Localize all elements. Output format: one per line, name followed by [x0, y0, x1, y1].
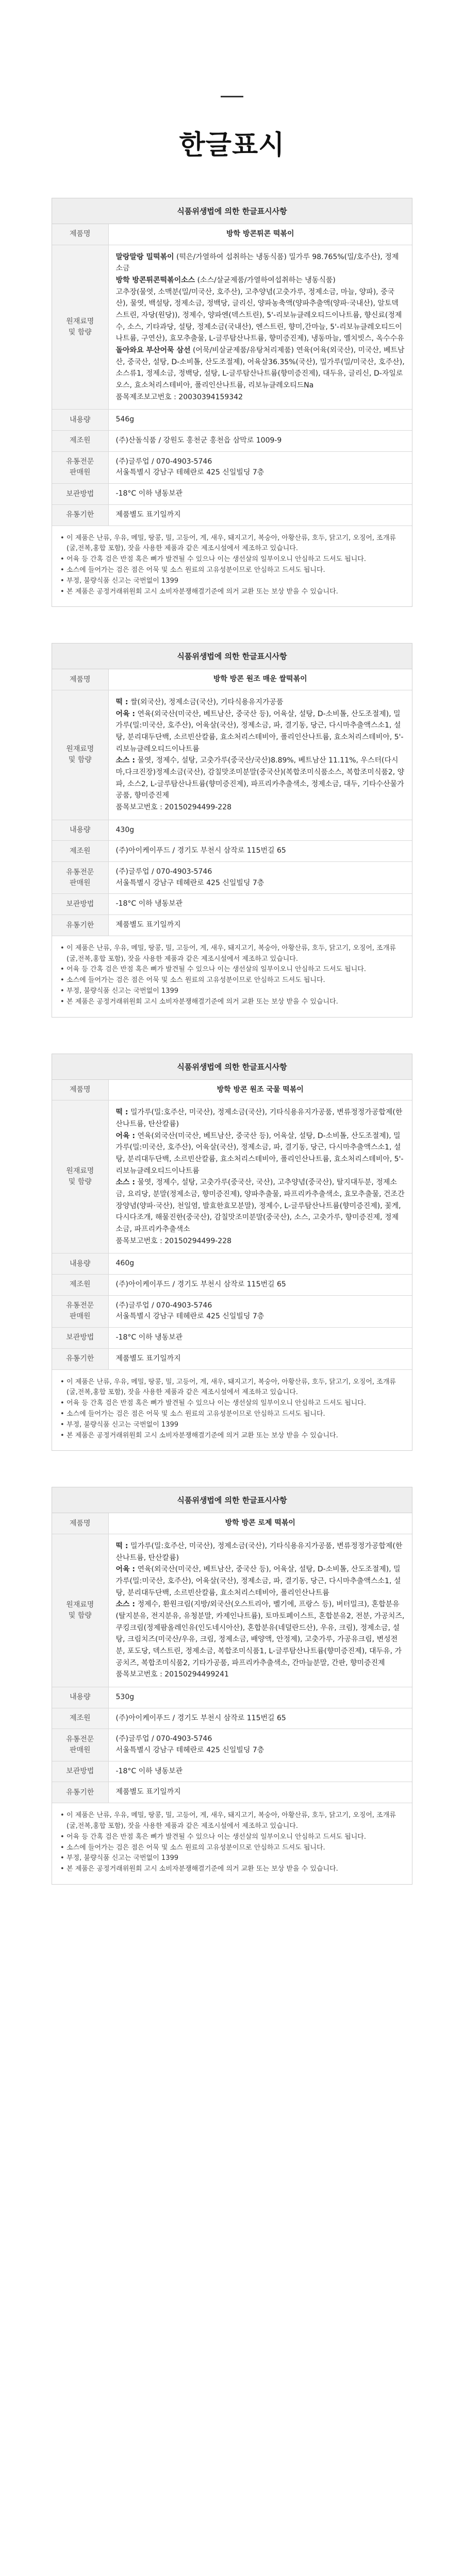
ingredient-paragraph: [116, 1107, 405, 1130]
ingredient-heading: 떡 :: [115, 1108, 128, 1117]
shelf-life-value: 제품별도 표기일까지: [108, 1348, 412, 1369]
note-item: • 소스에 들어가는 검은 점은 어묵 및 소스 원료의 고유성분이므로 안심하고 드셔도 됩니다.: [60, 1409, 404, 1420]
note-item: • 어육 등 간혹 검은 반점 혹은 뼈가 발견될 수 있으나 이는 생선살의 일부이오니 안심하고 드셔도 됩니다.: [60, 554, 404, 565]
label-volume: 내용량: [52, 1253, 108, 1275]
volume-value: 530g: [108, 1687, 412, 1708]
label-distributor: 유통전문 판매원: [52, 862, 108, 894]
note-item: • 어육 등 간혹 검은 반점 혹은 뼈가 발견될 수 있으나 이는 생선살의 일부이오니 안심하고 드셔도 됩니다.: [60, 1398, 404, 1409]
distributor-value: (주)글루업 / 070-4903-5746 서울특별시 강남구 테헤란로 425 신일빌딩 7층: [108, 1729, 412, 1761]
ingredient-text: (소스/살균제품/가열하여섭취하는 냉동식품): [197, 276, 336, 285]
shelf-life-value: 제품별도 표기일까지: [108, 915, 412, 936]
label-sections: [52, 198, 412, 1885]
row-manufacturer: [52, 841, 412, 862]
product-name-value: 방학 방콘튀콘 떡볶이: [108, 224, 412, 245]
row-shelf-life: [52, 1348, 412, 1369]
label-shelf-life: 유통기한: [52, 915, 108, 936]
notes-list: [52, 1370, 412, 1451]
ingredient-heading: 소스 :: [115, 1600, 136, 1609]
row-distributor: [52, 1295, 412, 1327]
label-distributor: 유통전문 판매원: [52, 1729, 108, 1761]
ingredient-paragraph: [116, 1669, 405, 1681]
manufacturer-value: (주)아이케이푸드 / 경기도 부천시 삼작로 115번길 65: [108, 841, 412, 862]
section-header: 식품위생법에 의한 한글표시사항: [52, 1487, 412, 1513]
label-shelf-life: 유통기한: [52, 1782, 108, 1803]
label-table: [52, 1513, 412, 1803]
label-storage: 보관방법: [52, 1328, 108, 1349]
distributor-value: (주)글루업 / 070-4903-5746 서울특별시 강남구 테헤란로 425 신일빌딩 7층: [108, 451, 412, 483]
label-section: [52, 643, 412, 1017]
ingredient-paragraph: [116, 1177, 405, 1235]
note-item: • 본 제품은 공정거래위원회 고시 소비자분쟁해결기준에 의거 교환 또는 보상 받을 수 있습니다.: [60, 587, 404, 598]
ingredient-heading: 소스 :: [115, 1178, 136, 1187]
label-table: [52, 1080, 412, 1370]
label-manufacturer: 제조원: [52, 841, 108, 862]
ingredient-text: (어묵/비살균제품/유탕처리제품) 연육(어육(외국산), 미국산, 베트남산, 중국산, 설탕, D-소비톨, 산도조절제), 어육살36.35%(국산), 밀가루(밀/미국산, 호주산), 소스류1, 정제소금, 정백당, 설탕, L-글루탐산나트륨(향미증진제), 대두유, 글리신, D-자일로오스, 효소처리스테비아, 폴리인산나트륨, 리보뉴클레오티드Na: [115, 346, 405, 390]
label-product-name: 제품명: [52, 1080, 108, 1100]
row-manufacturer: [52, 431, 412, 452]
note-item: • 이 제품은 난류, 우유, 메밀, 땅콩, 밀, 고등어, 게, 새우, 돼지고기, 복숭아, 아황산류, 호두, 닭고기, 오징어, 조개류 (굴,전복,홍합 포함), 잣을 사용한 제품과 같은 제조시설에서 제조하고 있습니다.: [60, 943, 404, 965]
ingredient-paragraph: [116, 275, 405, 286]
volume-value: 460g: [108, 1253, 412, 1275]
section-header: 식품위생법에 의한 한글표시사항: [52, 643, 412, 669]
page: [0, 96, 464, 1885]
label-ingredients: 원재료명 및 함량: [52, 1100, 108, 1253]
label-shelf-life: 유통기한: [52, 1348, 108, 1369]
note-item: • 부정, 불량식품 신고는 국번없이 1399: [60, 986, 404, 997]
ingredients-value: [108, 1100, 412, 1253]
notes-list: [52, 936, 412, 1017]
ingredient-text: 물엿, 정제수, 설탕, 고춧가루(중국산/국산)8.89%, 베트남산 11.11%, 우스터(다시마,다크진장)정제소금(국산), 감칠맛조미분말(중국산)(복합조미식품소스, 복합조미식품2, 양파, 소스2, L-글루탐산나트륨(향미증진제), 파프리카추출색소, 정제소금, 대두, 기타수산물가공품, 향미증진제: [115, 756, 405, 800]
ingredient-text: 연육(외국산(미국산, 베트남산, 중국산 등), 어육살, 설탕, D-소비톨, 산도조절제), 밀가루(밀:미국산, 호주산), 어육살(국산), 정제소금, 파, 결기동, 당근, 다시마추출액스소1, 설탕, 분리대두단백, 소르빈산칼륨, 효소처리스테비아, 폴리인산나트륨: [115, 1565, 401, 1597]
note-item: • 부정, 불량식품 신고는 국번없이 1399: [60, 576, 404, 587]
manufacturer-value: (주)아이케이푸드 / 경기도 부천시 삼작로 115번길 65: [108, 1275, 412, 1296]
row-product-name: [52, 1513, 412, 1534]
ingredient-text: 품목보고번호 : 20150294499-228: [115, 803, 232, 812]
ingredient-paragraph: [116, 802, 405, 814]
storage-value: -18°C 이하 냉동보관: [108, 484, 412, 505]
label-manufacturer: 제조원: [52, 431, 108, 452]
notes-list: [52, 526, 412, 607]
section-header: 식품위생법에 의한 한글표시사항: [52, 1054, 412, 1080]
note-item: • 이 제품은 난류, 우유, 메밀, 땅콩, 밀, 고등어, 게, 새우, 돼지고기, 복숭아, 아황산류, 호두, 닭고기, 오징어, 조개류 (굴,전복,홍합 포함), 잣을 사용한 제품과 같은 제조시설에서 제조하고 있습니다.: [60, 533, 404, 555]
label-distributor: 유통전문 판매원: [52, 451, 108, 483]
row-ingredients: [52, 1534, 412, 1687]
ingredient-text: 밀가루(밀:호주산, 미국산), 정제소금(국산), 기타식용유지가공품, 변류정정가공합제(한산나트륨, 탄산칼륨): [115, 1541, 403, 1562]
product-name-value: 방학 방콘 원조 매운 쌀떡볶이: [108, 669, 412, 690]
label-storage: 보관방법: [52, 1761, 108, 1782]
title-rule: [221, 96, 243, 97]
ingredient-heading: 떡 :: [115, 698, 128, 707]
ingredient-paragraph: [116, 708, 405, 755]
note-item: • 부정, 불량식품 신고는 국번없이 1399: [60, 1853, 404, 1864]
ingredient-paragraph: [116, 697, 405, 708]
ingredient-paragraph: [116, 1564, 405, 1599]
note-item: • 이 제품은 난류, 우유, 메밀, 땅콩, 밀, 고등어, 게, 새우, 돼지고기, 복숭아, 아황산류, 호두, 닭고기, 오징어, 조개류 (굴,전복,홍합 포함), 잣을 사용한 제품과 같은 제조시설에서 제조하고 있습니다.: [60, 1377, 404, 1399]
ingredient-heading: 돌아와요 부산어묵 삼선: [115, 346, 191, 355]
ingredient-heading: 떡 :: [115, 1541, 128, 1550]
row-product-name: [52, 669, 412, 690]
label-ingredients: 원재료명 및 함량: [52, 1534, 108, 1687]
label-table: [52, 224, 412, 526]
label-ingredients: 원재료명 및 함량: [52, 245, 108, 410]
ingredient-paragraph: [116, 286, 405, 345]
ingredient-text: 연육(외국산(미국산, 베트남산, 중국산 등), 어육살, 설탕, D-소비톨, 산도조절제), 밀가루(밀:미국산, 호주산), 어육살(국산), 정제소금, 파, 결기동, 당근, 다시마추출액스소1, 설탕, 분리대두단백, 소르빈산칼륨, 효소처리스테비아, 폴리인산나트륨, 효소처리스테비아, 5'-리보뉴클레오티드이나트륨: [115, 1131, 404, 1175]
note-item: • 본 제품은 공정거래위원회 고시 소비자분쟁해결기준에 의거 교환 또는 보상 받을 수 있습니다.: [60, 997, 404, 1008]
label-volume: 내용량: [52, 820, 108, 841]
row-product-name: [52, 1080, 412, 1100]
storage-value: -18°C 이하 냉동보관: [108, 1328, 412, 1349]
ingredients-value: [108, 245, 412, 410]
row-distributor: [52, 451, 412, 483]
note-item: • 소스에 들어가는 검은 점은 어묵 및 소스 원료의 고유성분이므로 안심하고 드셔도 됩니다.: [60, 565, 404, 576]
row-storage: [52, 484, 412, 505]
row-ingredients: [52, 690, 412, 820]
volume-value: 430g: [108, 820, 412, 841]
row-distributor: [52, 862, 412, 894]
row-storage: [52, 894, 412, 915]
label-shelf-life: 유통기한: [52, 504, 108, 526]
row-distributor: [52, 1729, 412, 1761]
ingredient-text: 정제수, 환원크림(지방/외국산(오스트리아, 벨기에, 프랑스 등), 버터밀크), 혼합분유(탈지분유, 전지분유, 유청분말, 카제인나트륨), 토마토페이스트, 혼합분유2, 전분, 가공치즈, 쿠킹크림(정제팜올레인유(인도네시아산), 혼합분유(네덜란드산), 우유, 크림), 정제소금, 설탕, 크림치즈(미국산/우유, 크림, 정제소금, 배양액, 안정제), 고춧가루, 가공유크림, 변성전분, 포도당, 덱스트린, 정제소금, 복합조미식품1, L-글루탐산나트륨(향미증진제), 대두유, 가공치즈, 복합조미식품2, 기타가공품, 파프리카추출색소, 간마늘분말, 간판, 향미증진제: [115, 1600, 405, 1667]
page-title: 한글표시: [179, 130, 285, 161]
ingredient-text: 물엿, 정제수, 설탕, 고춧가루(중국산, 국산), 고추양념(중국산), 탈지대두분, 정제소금, 요리당, 분말(정제소금, 향미증진제), 양파추출물, 파프리카추출색소, 효모추출물, 건조간장양념(양파·국산), 천일염, 발효한효모분말), 정제수, L-글루탐산나트륨(향미증진제), 꽃게, 다시다조개, 해물진한(중국산), 감칠맛조미분말(중국산), 소스, 고춧가루, 향미증진제, 정제소금, 파프리카추출색소: [115, 1178, 405, 1234]
label-product-name: 제품명: [52, 1513, 108, 1534]
label-product-name: 제품명: [52, 224, 108, 245]
row-product-name: [52, 224, 412, 245]
note-item: • 본 제품은 공정거래위원회 고시 소비자분쟁해결기준에 의거 교환 또는 보상 받을 수 있습니다.: [60, 1431, 404, 1442]
note-item: • 어육 등 간혹 검은 반점 혹은 뼈가 발견될 수 있으나 이는 생선살의 일부이오니 안심하고 드셔도 됩니다.: [60, 1832, 404, 1843]
ingredient-paragraph: [116, 1235, 405, 1247]
row-volume: [52, 1687, 412, 1708]
ingredients-value: [108, 1534, 412, 1687]
label-section: [52, 1487, 412, 1885]
notes-list: [52, 1803, 412, 1884]
ingredient-text: 연육(외국산(미국산, 베트남산, 중국산 등), 어육살, 설탕, D-소비톨, 산도조절제), 밀가루(밀:미국산, 호주산), 어육살(국산), 정제소금, 파, 결기동, 당근, 다시마추출액스소1, 설탕, 분리대두단백, 소르빈산칼륨, 효소처리스테비아, 폴리인산나트륨, 효소처리스테비아, 5'-리보뉴클레오티드이나트륨: [115, 709, 404, 753]
ingredient-text: 밀가루(밀:호주산, 미국산), 정제소금(국산), 기타식용유지가공품, 변류정정가공합제(한산나트륨, 탄산칼륨): [115, 1108, 403, 1128]
label-table: [52, 669, 412, 936]
row-volume: [52, 820, 412, 841]
label-ingredients: 원재료명 및 함량: [52, 690, 108, 820]
label-section: [52, 198, 412, 607]
ingredients-value: [108, 690, 412, 820]
label-manufacturer: 제조원: [52, 1708, 108, 1729]
label-section: [52, 1054, 412, 1451]
ingredient-text: 고추장(물엿, 소맥분(밀/미국산, 호주산), 고추양념(고춧가루, 정제소금, 마늘, 양파), 중국산), 물엿, 백설탕, 정제소금, 정백당, 글리신, 양파농축액(양파추출액(양파·국내산), 알토덱스트린, 자당(원당)), 정제수, 양파엔(덱스트린), 5'-리보뉴클레오티드이나트륨, 향신료(정제수, 소스, 기타과당, 설탕, 정제소금(국내산), 엔스트린, 향미,간마늘, 5'-리보뉴클레오티드이나트륨, 구연산), 효모추출물, L-글루탐산나트륨, 향미증진제), 냉동마늘, 옐치빗스, 옥수수유: [115, 287, 404, 343]
ingredient-heading: 방학 방콘튀콘떡볶이소스: [115, 276, 195, 285]
ingredient-text: 쌀(외국산), 정제소금(국산), 기타식용유지가공품: [130, 698, 284, 707]
row-shelf-life: [52, 915, 412, 936]
note-item: • 소스에 들어가는 검은 점은 어묵 및 소스 원료의 고유성분이므로 안심하고 드셔도 됩니다.: [60, 1843, 404, 1854]
manufacturer-value: (주)아이케이푸드 / 경기도 부천시 삼작로 115번길 65: [108, 1708, 412, 1729]
volume-value: 546g: [108, 410, 412, 431]
storage-value: -18°C 이하 냉동보관: [108, 1761, 412, 1782]
ingredient-paragraph: [116, 1540, 405, 1564]
ingredient-paragraph: [116, 392, 405, 403]
ingredient-heading: 어육 :: [115, 1131, 136, 1140]
row-shelf-life: [52, 1782, 412, 1803]
row-manufacturer: [52, 1708, 412, 1729]
ingredient-text: (떡은/가열하여 섭취하는 냉동식품) 밀가루 98.765%(밀/호주산), 정제소금: [115, 252, 399, 273]
ingredient-heading: 소스 :: [115, 756, 136, 765]
label-storage: 보관방법: [52, 894, 108, 915]
row-storage: [52, 1328, 412, 1349]
row-volume: [52, 1253, 412, 1275]
ingredient-text: 품목보고번호 : 20150294499241: [115, 1670, 229, 1679]
shelf-life-value: 제품별도 표기일까지: [108, 1782, 412, 1803]
product-name-value: 방학 방콘 원조 국물 떡볶이: [108, 1080, 412, 1100]
row-manufacturer: [52, 1275, 412, 1296]
note-item: • 이 제품은 난류, 우유, 메밀, 땅콩, 밀, 고등어, 게, 새우, 돼지고기, 복숭아, 아황산류, 호두, 닭고기, 오징어, 조개류 (굴,전복,홍합 포함), 잣을 사용한 제품과 같은 제조시설에서 제조하고 있습니다.: [60, 1810, 404, 1832]
distributor-value: (주)글루업 / 070-4903-5746 서울특별시 강남구 테헤란로 425 신일빌딩 7층: [108, 862, 412, 894]
storage-value: -18°C 이하 냉동보관: [108, 894, 412, 915]
ingredient-text: 품목제조보고번호 : 20030394159342: [115, 393, 243, 401]
shelf-life-value: 제품별도 표기일까지: [108, 504, 412, 526]
ingredient-paragraph: [116, 345, 405, 392]
label-distributor: 유통전문 판매원: [52, 1295, 108, 1327]
ingredient-heading: 어육 :: [115, 1565, 136, 1574]
label-manufacturer: 제조원: [52, 1275, 108, 1296]
label-product-name: 제품명: [52, 669, 108, 690]
ingredient-paragraph: [116, 755, 405, 802]
label-volume: 내용량: [52, 410, 108, 431]
ingredient-heading: 말랑말랑 밀떡볶이: [115, 252, 174, 261]
row-shelf-life: [52, 504, 412, 526]
manufacturer-value: (주)산돌식품 / 강원도 홍천군 홍천읍 삼막로 1009-9: [108, 431, 412, 452]
ingredient-paragraph: [116, 251, 405, 275]
label-storage: 보관방법: [52, 484, 108, 505]
ingredient-paragraph: [116, 1130, 405, 1177]
note-item: • 소스에 들어가는 검은 점은 어묵 및 소스 원료의 고유성분이므로 안심하고 드셔도 됩니다.: [60, 975, 404, 986]
note-item: • 본 제품은 공정거래위원회 고시 소비자분쟁해결기준에 의거 교환 또는 보상 받을 수 있습니다.: [60, 1864, 404, 1875]
row-ingredients: [52, 1100, 412, 1253]
note-item: • 부정, 불량식품 신고는 국번없이 1399: [60, 1420, 404, 1431]
row-ingredients: [52, 245, 412, 410]
row-volume: [52, 410, 412, 431]
row-storage: [52, 1761, 412, 1782]
distributor-value: (주)글루업 / 070-4903-5746 서울특별시 강남구 테헤란로 425 신일빌딩 7층: [108, 1295, 412, 1327]
section-header: 식품위생법에 의한 한글표시사항: [52, 198, 412, 224]
product-name-value: 방학 방콘 로제 떡볶이: [108, 1513, 412, 1534]
ingredient-paragraph: [116, 1599, 405, 1669]
ingredient-text: 품목보고번호 : 20150294499-228: [115, 1236, 232, 1245]
label-volume: 내용량: [52, 1687, 108, 1708]
ingredient-heading: 어육 :: [115, 709, 136, 718]
note-item: • 어육 등 간혹 검은 반점 혹은 뼈가 발견될 수 있으나 이는 생선살의 일부이오니 안심하고 드셔도 됩니다.: [60, 964, 404, 975]
